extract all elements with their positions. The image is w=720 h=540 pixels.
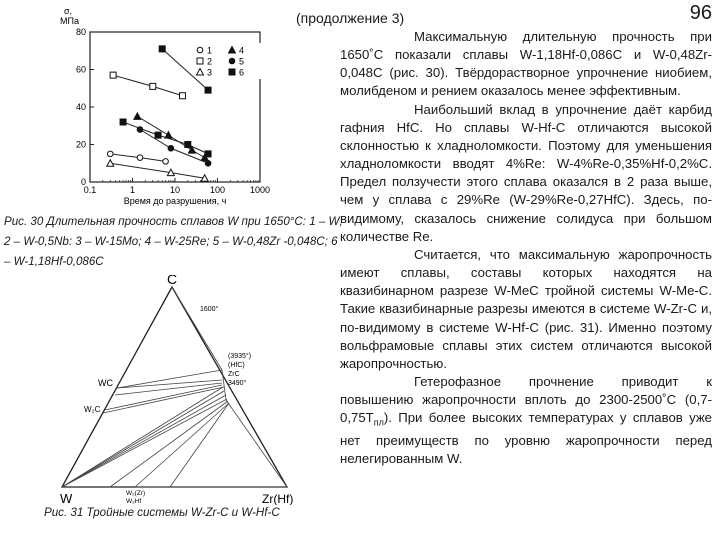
legend-label: 2 [207, 56, 213, 67]
paragraph: Наибольший вклад в упрочнение даёт карбид гафния HfC. Но сплавы W-Hf-C отличаются высокой склонностью к хладноломкости. Поэтому для уменьшения хладноломкости вводят 4%Re: W-4%Re-0,35%Hf-0,2%C. Предел ползучести этого сплава оказался в 2 раза выше, чем у сплава с 29%Re (W-29%Re-0,27HfC). Здесь, по-видимому, сказалось снижение солидуса при большом количестве Re. [340, 101, 712, 244]
wc-label: WC [98, 378, 113, 388]
legend-label: 6 [239, 67, 245, 78]
tie-line [222, 370, 226, 400]
data-point [107, 160, 114, 167]
data-point [205, 160, 211, 166]
series-line [140, 130, 208, 164]
y-tick-label: 40 [75, 102, 86, 112]
legend-marker [229, 69, 235, 75]
legend-label: 1 [207, 45, 213, 56]
tie-line [172, 287, 222, 370]
legend-label: 3 [207, 67, 213, 78]
x-tick-label: 1 [129, 185, 136, 195]
w2c-label: W₂C [84, 405, 101, 414]
series-line [110, 163, 204, 178]
tie-line [117, 380, 222, 388]
page-number: 96 [689, 2, 712, 24]
tie-line [226, 400, 287, 487]
data-point [110, 72, 116, 78]
subscript: пл [373, 417, 384, 428]
legend-label: 5 [239, 56, 245, 67]
hfc-label: (HfC) [228, 362, 245, 369]
x-tick-label: 10 [169, 185, 181, 195]
x-tick-label: 0.1 [83, 185, 97, 195]
x-tick-label: 1000 [249, 185, 271, 195]
figure-31-caption: Рис. 31 Тройные системы W-Zr-C и W-Hf-C [44, 506, 280, 519]
series-line [123, 122, 208, 154]
apex-c-label: C [167, 275, 178, 287]
triangle-outline [62, 287, 287, 487]
continuation-header: (продолжение 3) [296, 10, 405, 26]
data-point [137, 155, 143, 161]
paragraph-part: Гетерофазное прочнение приводит к повышению жаропрочности вплоть до 2300-2500˚С (0,7-0,75T [340, 373, 712, 426]
y-tick-label: 0 [80, 177, 86, 187]
vertex-zrhf-label: Zr(Hf) [262, 492, 294, 505]
y-axis-label: σ, [64, 6, 73, 16]
y-tick-label: 20 [75, 139, 86, 150]
w2hf-label: W₂Hf [126, 498, 142, 505]
paragraph-part: ). При более высоких температурах у сплавов уже нет преимуществ по уровню жаропрочности перед нелегированным W. [340, 410, 712, 467]
zrc-temp-label: 3490° [228, 380, 247, 387]
paragraph: Максимальную длительную прочность при 1650˚С показали сплавы W-1,18Hf-0,086С и W-0,48Zr-0,048С (рис. 30). Твёрдорастворное упрочнение ниобием, молибденом и рением оказалось менее эффективным. [340, 29, 712, 99]
x-axis-label: Время до разрушения, ч [123, 196, 227, 206]
data-point [120, 119, 126, 125]
w2zr-label: W₂(Zr) [126, 490, 146, 497]
tie-line [103, 387, 224, 413]
data-point [150, 83, 156, 89]
paragraph [340, 373, 712, 468]
tie-line [170, 403, 229, 487]
data-point [205, 87, 211, 93]
data-point [159, 46, 165, 52]
ternary-diagram-31 [40, 275, 340, 505]
legend-marker [229, 58, 235, 64]
tie-line [105, 385, 222, 410]
legend-marker [197, 47, 203, 53]
y-tick-label: 80 [75, 27, 86, 37]
chart-30 [50, 0, 330, 215]
data-point [163, 159, 169, 165]
y-axis-unit: МПа [60, 16, 79, 26]
data-point [155, 132, 161, 138]
data-point [134, 113, 141, 120]
paragraph: Считается, что максимальную жаропрочность имеют сплавы, составы которых находятся на квазибинарном разрезе W-MeC тройной системы W-Me-C. Такие квазибинарные разрезы имеются в системе W-Zr-C и, по-видимому в системе W-Hf-C (рис. 31). Именно поэтому вольфрамовые сплавы этих систем отличаются высокой жаропрочностью. [340, 246, 712, 371]
temp-1600-label: 1600° [200, 306, 219, 313]
data-point [179, 93, 185, 99]
legend-label: 4 [239, 45, 245, 56]
hfc-temp-label: (3935°) [228, 353, 252, 360]
data-point [185, 142, 191, 148]
figure-30-caption: Рис. 30 Длительная прочность сплавов W при 1650°С: 1 – W; 2 – W-0,5Nb: 3 – W-15Mo; 4 – W-25Re; 5 – W-0,48Zr -0,048C; 6 – W-1,18Hf-0,086C [4, 215, 343, 268]
legend-marker [197, 58, 203, 64]
tie-line [117, 370, 222, 388]
body-text [340, 28, 712, 468]
y-tick-label: 60 [75, 64, 86, 75]
data-point [168, 145, 174, 151]
series-line [113, 75, 182, 96]
tie-line [110, 401, 228, 487]
vertex-w-label: W [60, 491, 73, 505]
tie-line [115, 383, 222, 395]
zrc-label: ZrC [228, 371, 240, 378]
data-point [107, 151, 113, 157]
x-tick-label: 100 [209, 185, 226, 195]
data-point [205, 151, 211, 157]
